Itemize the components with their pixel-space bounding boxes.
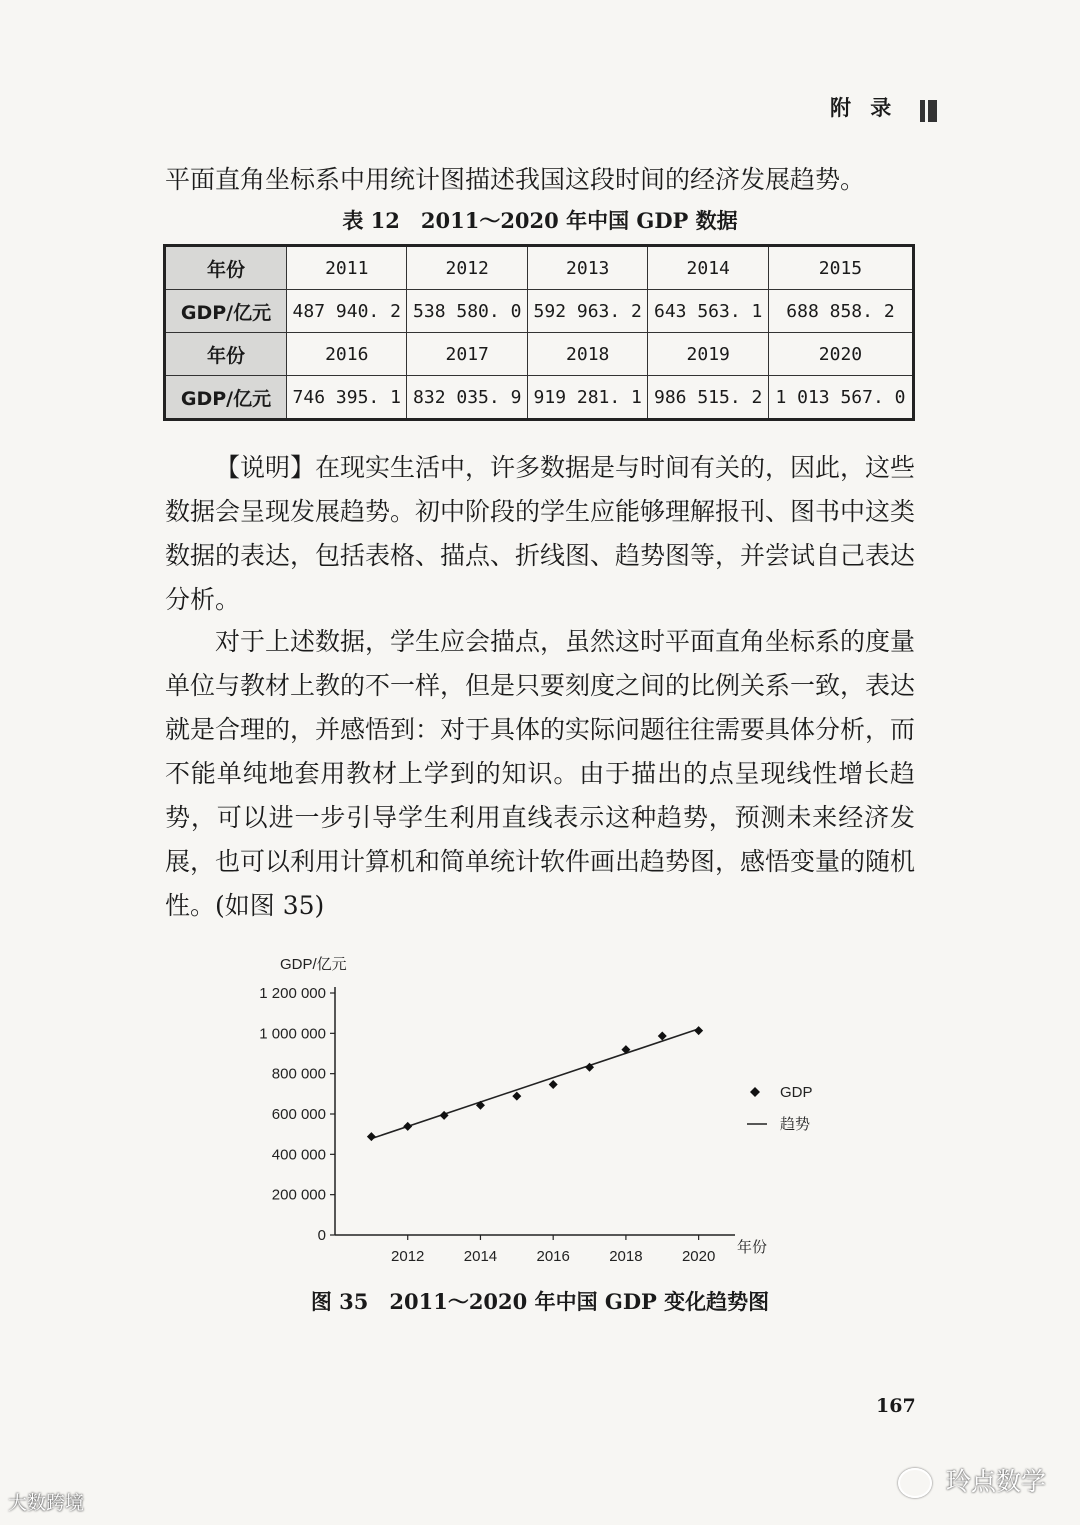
table-cell: 746 395. 1 (287, 376, 407, 420)
gdp-trend-chart (230, 935, 850, 1279)
table-cell: 688 858. 2 (768, 290, 913, 333)
table-row (165, 290, 914, 333)
table-cell: 2017 (407, 333, 527, 376)
figure-caption: 图 35 2011～2020 年中国 GDP 变化趋势图 (310, 1289, 770, 1314)
y-axis-label: GDP/亿元 (280, 956, 347, 973)
section-title: 附 录 (830, 95, 898, 120)
y-tick-label: 600 000 (271, 1106, 326, 1123)
legend-label-gdp: GDP (780, 1084, 813, 1101)
x-axis-label: 年份 (737, 1239, 768, 1256)
legend-marker-gdp (750, 1087, 760, 1097)
y-tick-label: 0 (317, 1227, 326, 1244)
table-cell: 2018 (527, 333, 647, 376)
watermark-left (8, 1488, 84, 1515)
y-tick-label: 800 000 (271, 1065, 326, 1083)
data-point (549, 1080, 558, 1089)
x-tick-label: 2020 (681, 1248, 716, 1265)
table-cell: 2020 (768, 333, 913, 376)
wechat-icon (898, 1468, 932, 1498)
table-cell: 2013 (527, 246, 647, 290)
watermark-right-text: 玲点数学 (945, 1467, 1046, 1496)
y-tick-label: 200 000 (271, 1186, 326, 1204)
table-cell: 592 963. 2 (527, 290, 647, 333)
table-cell: 1 013 567. 0 (768, 376, 913, 420)
table-cell: 2019 (648, 333, 768, 376)
data-point (694, 1026, 703, 1035)
table-cell: 2011 (287, 246, 407, 290)
watermark-right (898, 1462, 1046, 1498)
table-cell: 487 940. 2 (287, 290, 407, 333)
legend-label-trend: 趋势 (780, 1116, 811, 1133)
y-tick-label: 1 000 000 (259, 1025, 326, 1043)
row-header: 年份 (165, 246, 287, 290)
page-number: 167 (876, 1395, 916, 1417)
x-tick-label: 2018 (609, 1248, 643, 1265)
table-row (165, 246, 914, 290)
watermark-left-text: 大数跨境 (8, 1492, 85, 1514)
note-paragraph: 【说明】在现实生活中，许多数据是与时间有关的，因此，这些数据会呈现发展趋势。初中阶段的学生应能够理解报刊、图书中这类数据的表达，包括表格、描点、折线图、趋势图等，并尝试自己表达分析。 (165, 453, 916, 614)
table-cell: 832 035. 9 (407, 376, 527, 420)
table-cell: 986 515. 2 (648, 376, 768, 420)
x-tick-label: 2012 (391, 1248, 425, 1265)
chart-svg (230, 935, 850, 1275)
intro-line: 平面直角坐标系中用统计图描述我国这段时间的经济发展趋势。 (165, 165, 866, 194)
data-point (476, 1101, 485, 1110)
analysis-paragraph: 对于上述数据，学生应会描点，虽然这时平面直角坐标系的度量单位与教材上教的不一样，但是只要刻度之间的比例关系一致，表达就是合理的，并感悟到：对于具体的实际问题往往需要具体分析，而不能单纯地套用教材上学到的知识。由于描出的点呈现线性增长趋势，可以进一步引导学生利用直线表示这种趋势，预测未来经济发展，也可以利用计算机和简单统计软件画出趋势图，感悟变量的随机性。(如图 35) (165, 627, 916, 920)
row-header: GDP/亿元 (165, 290, 287, 333)
gdp-table (163, 244, 915, 421)
y-tick-label: 400 000 (271, 1146, 326, 1164)
data-point (367, 1132, 376, 1141)
data-point (403, 1122, 412, 1131)
y-tick-label: 1 200 000 (259, 985, 326, 1002)
table-cell: 2016 (287, 333, 407, 376)
table-row (165, 376, 914, 420)
row-header: GDP/亿元 (165, 376, 287, 420)
table-caption: 表 12 2011～2020 年中国 GDP 数据 (342, 208, 738, 233)
row-header: 年份 (165, 333, 287, 376)
trend-line (371, 1029, 698, 1139)
data-point (440, 1111, 449, 1120)
table-cell: 2015 (768, 246, 913, 290)
header-bar-icon (917, 97, 937, 123)
x-tick-label: 2014 (463, 1248, 498, 1265)
data-point (512, 1092, 521, 1101)
table-cell: 538 580. 0 (407, 290, 527, 333)
table-cell: 2012 (407, 246, 527, 290)
table-cell: 643 563. 1 (648, 290, 768, 333)
section-header (830, 92, 937, 122)
table-row (165, 333, 914, 376)
x-tick-label: 2016 (536, 1248, 570, 1265)
table-cell: 2014 (648, 246, 768, 290)
table-cell: 919 281. 1 (527, 376, 647, 420)
